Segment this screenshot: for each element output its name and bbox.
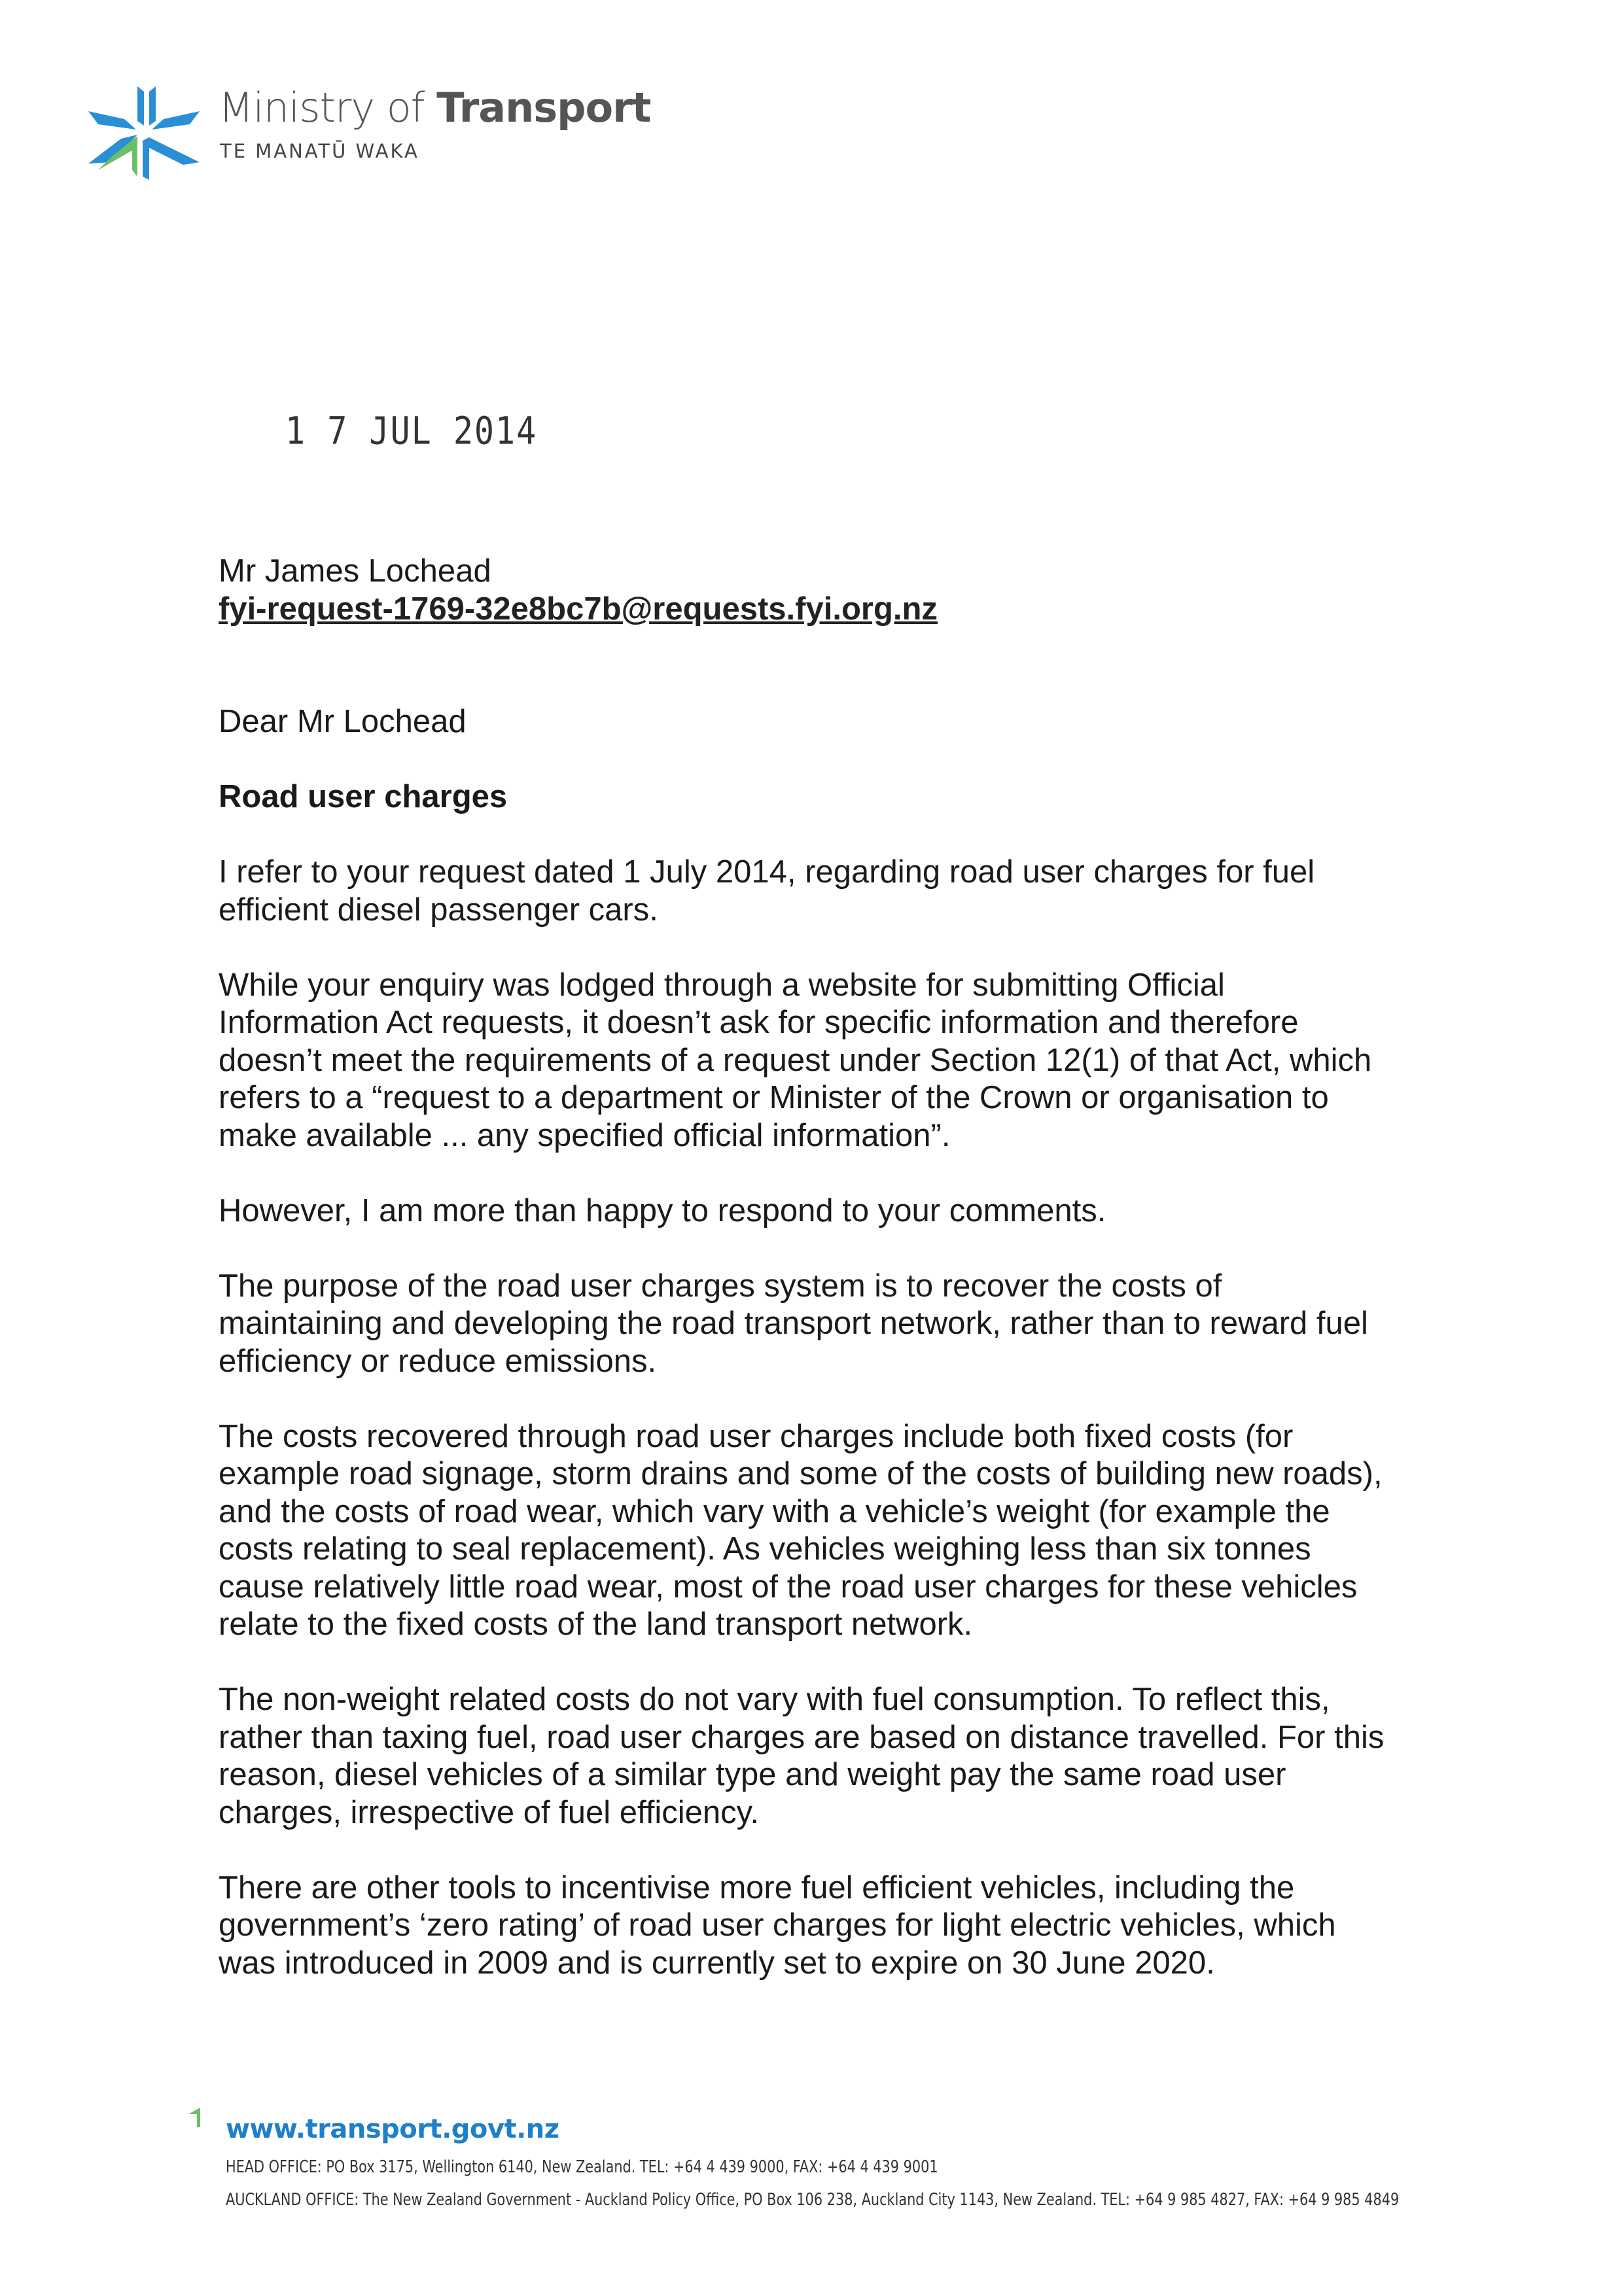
paragraph-line: charges, irrespective of fuel efficiency. <box>219 1794 760 1830</box>
paragraph-line: rather than taxing fuel, road user charges are based on distance travelled. For this <box>219 1719 1385 1755</box>
website-link[interactable]: www.transport.govt.nz <box>226 2114 559 2144</box>
head-office-address: HEAD OFFICE: PO Box 3175, Wellington 6140, New Zealand. TEL: +64 4 439 9000, FAX: +64 4 439 9001 <box>226 2157 938 2177</box>
paragraph-line: relate to the fixed costs of the land transport network. <box>219 1607 973 1642</box>
paragraph <box>219 967 1462 1155</box>
paragraph-line: The costs recovered through road user charges include both fixed costs (for <box>219 1418 1294 1454</box>
paragraph-line: example road signage, storm drains and some of the costs of building new roads), <box>219 1456 1383 1491</box>
paragraph-line: government’s ‘zero rating’ of road user charges for light electric vehicles, which <box>219 1907 1336 1943</box>
subject-heading: Road user charges <box>219 779 508 814</box>
letter-body <box>219 553 1462 1982</box>
paragraph-line: make available ... any specified official information”. <box>219 1117 951 1153</box>
org-name-light: Ministry of <box>219 84 437 131</box>
paragraph-line: refers to a “request to a department or Minister of the Crown or organisation to <box>219 1080 1329 1115</box>
paragraph-line: There are other tools to incentivise more fuel efficient vehicles, including the <box>219 1870 1295 1905</box>
paragraph-line: efficiency or reduce emissions. <box>219 1343 657 1379</box>
paragraph-line: The non-weight related costs do not vary with fuel consumption. To reflect this, <box>219 1682 1330 1717</box>
org-subtitle: TE MANATŪ WAKA <box>220 140 419 162</box>
paragraph-line: and the costs of road wear, which vary with a vehicle’s weight (for example the <box>219 1493 1330 1529</box>
recipient-email-link[interactable]: fyi-request-1769-32e8bc7b@requests.fyi.org.nz <box>219 591 938 627</box>
paragraph-line: efficient diesel passenger cars. <box>219 892 658 928</box>
paragraph <box>219 1192 1462 1230</box>
paragraph-line: maintaining and developing the road transport network, rather than to reward fuel <box>219 1306 1368 1341</box>
org-name <box>219 84 650 131</box>
paragraph <box>219 1268 1462 1381</box>
org-name-bold: Transport <box>436 84 651 131</box>
paragraph <box>219 854 1462 929</box>
paragraph-line: costs relating to seal replacement). As vehicles weighing less than six tonnes <box>219 1531 1311 1567</box>
paragraph-line: reason, diesel vehicles of a similar type and weight pay the same road user <box>219 1757 1286 1792</box>
paragraph <box>219 1870 1462 1983</box>
paragraph-line: doesn’t meet the requirements of a request under Section 12(1) of that Act, which <box>219 1042 1372 1078</box>
paragraph-line: The purpose of the road user charges system is to recover the costs of <box>219 1268 1222 1304</box>
date-stamp: 1 7 JUL 2014 <box>285 409 538 453</box>
paragraph-line: was introduced in 2009 and is currently set to expire on 30 June 2020. <box>219 1945 1215 1981</box>
paragraph-line: I refer to your request dated 1 July 2014, regarding road user charges for fuel <box>219 854 1315 890</box>
paragraph-line: However, I am more than happy to respond to your comments. <box>219 1192 1106 1228</box>
salutation: Dear Mr Lochead <box>219 704 467 739</box>
paragraph-line: While your enquiry was lodged through a website for submitting Official <box>219 967 1225 1003</box>
recipient-name: Mr James Lochead <box>219 553 491 589</box>
paragraph <box>219 1418 1462 1644</box>
ministry-logo-icon <box>85 85 203 180</box>
paragraph-line: cause relatively little road wear, most of the road user charges for these vehicles <box>219 1569 1358 1605</box>
paragraph <box>219 1681 1462 1832</box>
paragraphs <box>219 854 1462 1982</box>
auckland-office-address: AUCKLAND OFFICE: The New Zealand Government - Auckland Policy Office, PO Box 106 238, Auckland City 1143, New Zealand. TEL: +64 9 985 4827, FAX: +64 9 985 4849 <box>226 2190 1400 2210</box>
arrow-mark-icon <box>188 2108 203 2127</box>
paragraph-line: Information Act requests, it doesn’t ask for specific information and therefore <box>219 1005 1299 1040</box>
